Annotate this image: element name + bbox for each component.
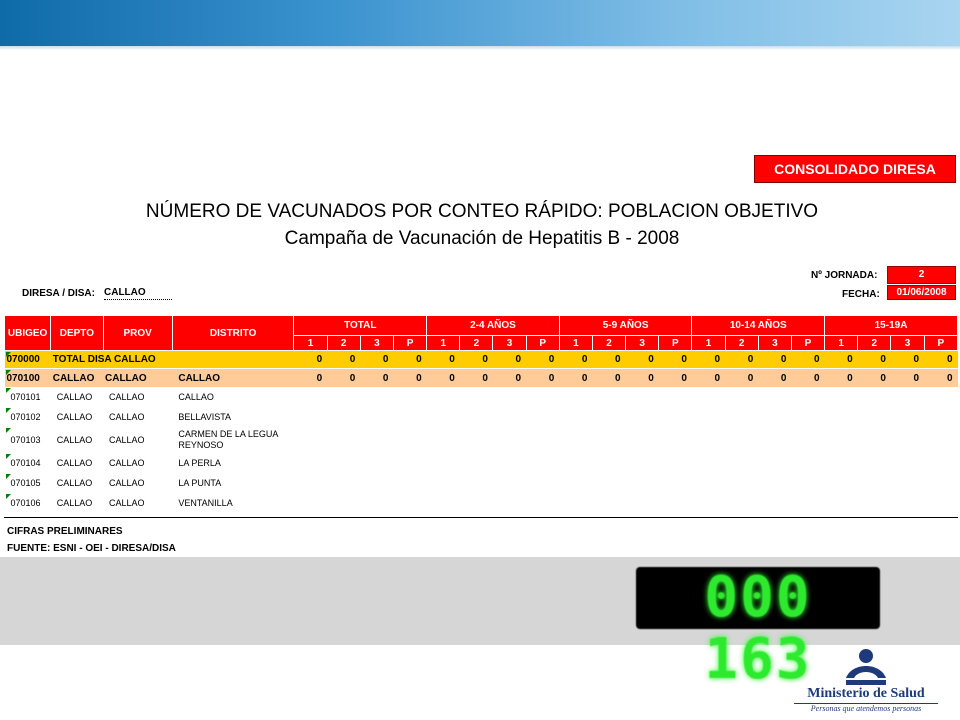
total-cell[interactable]: 0: [427, 351, 460, 369]
report-title: NÚMERO DE VACUNADOS POR CONTEO RÁPIDO: POBLACION OBJETIVO: [145, 201, 819, 222]
minsa-logo: [794, 648, 938, 714]
col-header-depto: DEPTO: [51, 316, 103, 351]
district-row: [5, 407, 958, 427]
prov-prov[interactable]: CALLAO: [103, 369, 172, 388]
subcol-header: 3: [360, 336, 393, 351]
group-header-total: TOTAL: [294, 316, 427, 336]
total-cell[interactable]: 0: [791, 351, 824, 369]
district-prov[interactable]: CALLAO: [109, 498, 145, 508]
total-cell[interactable]: 0: [924, 351, 957, 369]
minsa-tagline: Personas que atendemos personas: [794, 703, 938, 713]
prov-cell[interactable]: 0: [758, 369, 791, 388]
district-row: [5, 473, 958, 493]
subcol-header: 3: [758, 336, 791, 351]
total-cell[interactable]: 0: [526, 351, 559, 369]
prov-cell[interactable]: 0: [427, 369, 460, 388]
total-row: [5, 351, 958, 369]
comment-marker-icon: [6, 388, 11, 393]
district-depto[interactable]: CALLAO: [56, 498, 93, 508]
subcol-header: 2: [858, 336, 891, 351]
subcol-header: 1: [825, 336, 858, 351]
province-row: [5, 369, 958, 388]
district-prov[interactable]: CALLAO: [109, 435, 145, 445]
comment-marker-icon: [6, 454, 11, 459]
prov-cell[interactable]: 0: [360, 369, 393, 388]
subcol-header: 2: [460, 336, 493, 351]
district-depto[interactable]: CALLAO: [56, 412, 93, 422]
district-name[interactable]: LA PUNTA: [178, 478, 222, 488]
district-name[interactable]: CALLAO: [178, 392, 214, 402]
total-label[interactable]: TOTAL DISA CALLAO: [51, 351, 294, 369]
district-values[interactable]: [294, 427, 958, 453]
district-prov[interactable]: CALLAO: [109, 458, 145, 468]
district-prov[interactable]: CALLAO: [109, 392, 145, 402]
district-row: [5, 453, 958, 473]
prov-cell[interactable]: 0: [891, 369, 924, 388]
diresa-label: DIRESA / DISA:: [22, 288, 95, 299]
total-cell[interactable]: 0: [891, 351, 924, 369]
comment-marker-icon: [6, 494, 11, 499]
district-ubigeo[interactable]: 070104: [5, 453, 51, 473]
district-ubigeo[interactable]: 070101: [5, 387, 51, 407]
prov-cell[interactable]: 0: [626, 369, 659, 388]
comment-marker-icon: [6, 408, 11, 413]
comment-marker-icon: [6, 428, 11, 433]
subcol-header: P: [924, 336, 957, 351]
prov-distrito[interactable]: CALLAO: [172, 369, 294, 388]
prov-cell[interactable]: 0: [858, 369, 891, 388]
total-cell[interactable]: 0: [592, 351, 625, 369]
subcol-header: 3: [493, 336, 526, 351]
preliminary-note: CIFRAS PRELIMINARES: [7, 526, 123, 537]
district-row: [5, 427, 958, 453]
total-cell[interactable]: 0: [725, 351, 758, 369]
vaccination-table: [4, 315, 958, 513]
district-depto[interactable]: CALLAO: [56, 478, 93, 488]
prov-ubigeo[interactable]: 070100: [5, 369, 51, 388]
total-cell[interactable]: 0: [626, 351, 659, 369]
district-values[interactable]: [294, 493, 958, 513]
subcol-header: 1: [427, 336, 460, 351]
district-name[interactable]: CARMEN DE LA LEGUA REYNOSO: [178, 429, 278, 450]
total-cell[interactable]: 0: [692, 351, 725, 369]
col-header-ubigeo: UBIGEO: [5, 316, 51, 351]
district-values[interactable]: [294, 387, 958, 407]
subcol-header: 2: [592, 336, 625, 351]
prov-cell[interactable]: 0: [559, 369, 592, 388]
district-values[interactable]: [294, 407, 958, 427]
total-ubigeo[interactable]: 070000: [5, 351, 51, 369]
consolidado-badge: CONSOLIDADO DIRESA: [754, 155, 956, 183]
subcol-header: 1: [294, 336, 327, 351]
group-header-5-9: 5-9 AÑOS: [559, 316, 692, 336]
total-cell[interactable]: 0: [460, 351, 493, 369]
total-cell[interactable]: 0: [393, 351, 426, 369]
comment-marker-icon: [6, 352, 11, 357]
subcol-header: P: [659, 336, 692, 351]
total-cell[interactable]: 0: [294, 351, 327, 369]
total-cell[interactable]: 0: [758, 351, 791, 369]
prov-cell[interactable]: 0: [592, 369, 625, 388]
minsa-emblem-icon: [844, 648, 888, 688]
group-header-15-19: 15-19A: [825, 316, 958, 336]
district-depto[interactable]: CALLAO: [56, 458, 93, 468]
jornada-value[interactable]: 2: [887, 266, 956, 284]
minsa-name: Ministerio de Salud: [807, 686, 925, 701]
prov-cell[interactable]: 0: [393, 369, 426, 388]
district-ubigeo[interactable]: 070103: [5, 427, 51, 453]
prov-cell[interactable]: 0: [725, 369, 758, 388]
subcol-header: 3: [626, 336, 659, 351]
subcol-header: 1: [559, 336, 592, 351]
district-values[interactable]: [294, 453, 958, 473]
subcol-header: 1: [692, 336, 725, 351]
district-depto[interactable]: CALLAO: [56, 435, 93, 445]
total-cell[interactable]: 0: [559, 351, 592, 369]
prov-cell[interactable]: 0: [825, 369, 858, 388]
diresa-value[interactable]: CALLAO: [104, 287, 172, 300]
district-name[interactable]: VENTANILLA: [178, 498, 233, 508]
subcol-header: 2: [327, 336, 360, 351]
district-ubigeo[interactable]: 070102: [5, 407, 51, 427]
district-row: [5, 387, 958, 407]
top-banner-shadow: [0, 46, 960, 50]
jornada-label: Nº JORNADA:: [811, 270, 878, 281]
subcol-header: P: [393, 336, 426, 351]
fecha-value[interactable]: 01/06/2008: [887, 285, 956, 300]
total-cell[interactable]: 0: [360, 351, 393, 369]
prov-cell[interactable]: 0: [460, 369, 493, 388]
district-prov[interactable]: CALLAO: [109, 412, 145, 422]
district-row: [5, 493, 958, 513]
district-ubigeo[interactable]: 070106: [5, 493, 51, 513]
top-banner: [0, 0, 960, 46]
col-header-prov: PROV: [103, 316, 172, 351]
total-cell[interactable]: 0: [825, 351, 858, 369]
prov-cell[interactable]: 0: [493, 369, 526, 388]
district-ubigeo[interactable]: 070105: [5, 473, 51, 493]
subcol-header: P: [791, 336, 824, 351]
district-depto[interactable]: CALLAO: [56, 392, 93, 402]
subcol-header: 2: [725, 336, 758, 351]
comment-marker-icon: [6, 474, 11, 479]
total-cell[interactable]: 0: [659, 351, 692, 369]
total-cell[interactable]: 0: [858, 351, 891, 369]
col-header-distrito: DISTRITO: [172, 316, 294, 351]
district-name[interactable]: LA PERLA: [178, 458, 221, 468]
source-note: FUENTE: ESNI - OEI - DIRESA/DISA: [7, 543, 176, 554]
total-cell[interactable]: 0: [327, 351, 360, 369]
digital-counter: 000 163: [636, 567, 880, 629]
prov-cell[interactable]: 0: [791, 369, 824, 388]
prov-cell[interactable]: 0: [692, 369, 725, 388]
comment-marker-icon: [6, 370, 11, 375]
prov-depto[interactable]: CALLAO: [51, 369, 103, 388]
district-prov[interactable]: CALLAO: [109, 478, 145, 488]
prov-cell[interactable]: 0: [924, 369, 957, 388]
report-subtitle: Campaña de Vacunación de Hepatitis B - 2008: [284, 228, 680, 249]
group-header-2-4: 2-4 AÑOS: [427, 316, 560, 336]
fecha-label: FECHA:: [842, 289, 880, 300]
district-name[interactable]: BELLAVISTA: [178, 412, 232, 422]
total-cell[interactable]: 0: [493, 351, 526, 369]
subcol-header: 3: [891, 336, 924, 351]
table-bottom-divider: [4, 517, 958, 518]
prov-cell[interactable]: 0: [526, 369, 559, 388]
prov-cell[interactable]: 0: [659, 369, 692, 388]
prov-cell[interactable]: 0: [327, 369, 360, 388]
prov-cell[interactable]: 0: [294, 369, 327, 388]
subcol-header: P: [526, 336, 559, 351]
group-header-10-14: 10-14 AÑOS: [692, 316, 825, 336]
district-values[interactable]: [294, 473, 958, 493]
